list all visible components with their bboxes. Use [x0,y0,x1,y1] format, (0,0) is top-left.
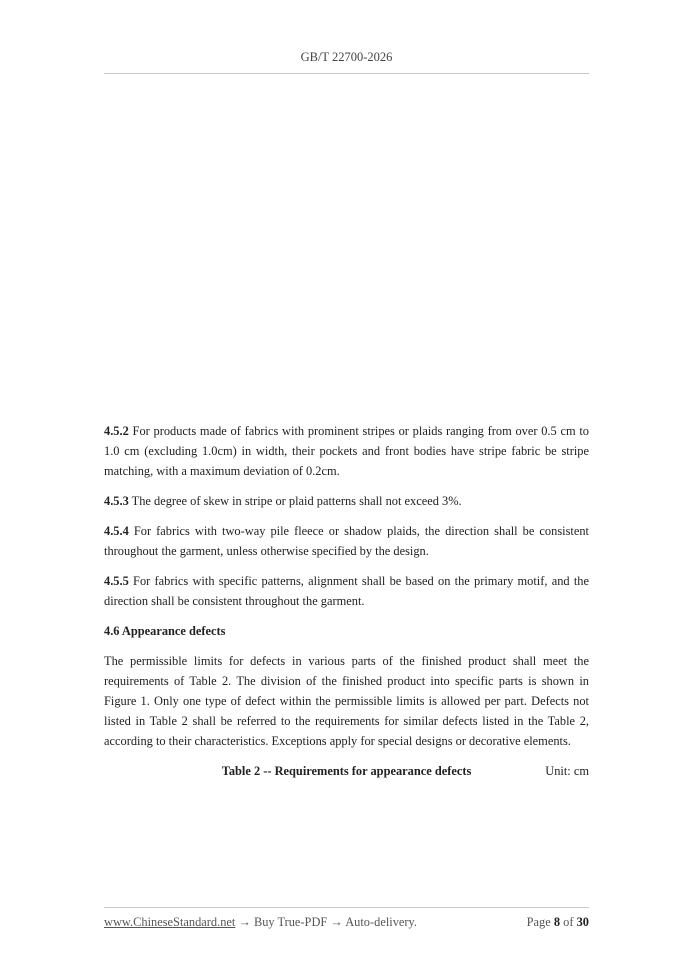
section-heading-4-6: 4.6 Appearance defects [104,624,226,638]
page-of-label: of [563,915,574,929]
auto-delivery-text: Auto-delivery. [345,915,418,929]
clause-4-5-3 [104,491,589,511]
arrow-right-icon: → [330,915,343,929]
footer-links [104,915,417,930]
page-indicator [527,915,589,930]
clause-text: The degree of skew in stripe or plaid patterns shall not exceed 3%. [131,494,462,508]
clause-4-5-5 [104,571,589,611]
page-total: 30 [576,915,589,929]
buy-true-pdf-text: Buy True-PDF [253,915,328,929]
clause-text: For products made of fabrics with prominent stripes or plaids ranging from over 0.5 cm to 1.0 cm (excluding 1.0cm) in width, their pockets and front bodies have stripe fabric be stripe matching, with a maximum deviation of 0.2cm. [104,424,590,478]
clause-text: For fabrics with two-way pile fleece or shadow plaids, the direction shall be consistent throughout the garment, unless otherwise specified by the design. [104,524,589,558]
site-link[interactable]: www.ChineseStandard.net [104,915,236,929]
document-code-header: GB/T 22700-2026 [300,50,393,64]
clause-number: 4.5.2 [104,424,129,438]
clause-number: 4.5.4 [104,524,129,538]
page-label: Page [526,915,551,929]
page-content [104,421,589,781]
clause-4-5-2 [104,421,589,481]
clause-4-5-4 [104,521,589,561]
table-caption: Table 2 -- Requirements for appearance defects [221,764,472,778]
clause-number: 4.5.5 [104,574,129,588]
arrow-right-icon: → [238,915,251,929]
table-unit: Unit: cm [545,764,589,778]
footer-divider [104,907,589,908]
table-caption-row [104,761,589,781]
clause-text: For fabrics with specific patterns, alignment shall be based on the primary motif, and the direction shall be consistent throughout the garment. [104,574,589,608]
clause-number: 4.5.3 [104,494,129,508]
clause-4-6-body: The permissible limits for defects in various parts of the finished product shall meet the requirements of Table 2. The division of the finished product into specific parts is shown in Figure 1. Only one type of defect within the permissible limits is allowed per part. Defects not listed in Table 2 shall be referred to the requirements for similar defects listed in the Table 2, according to their characteristics. Exceptions apply for special designs or decorative elements. [104,654,589,748]
header-divider [104,73,589,74]
page-current: 8 [553,915,561,929]
